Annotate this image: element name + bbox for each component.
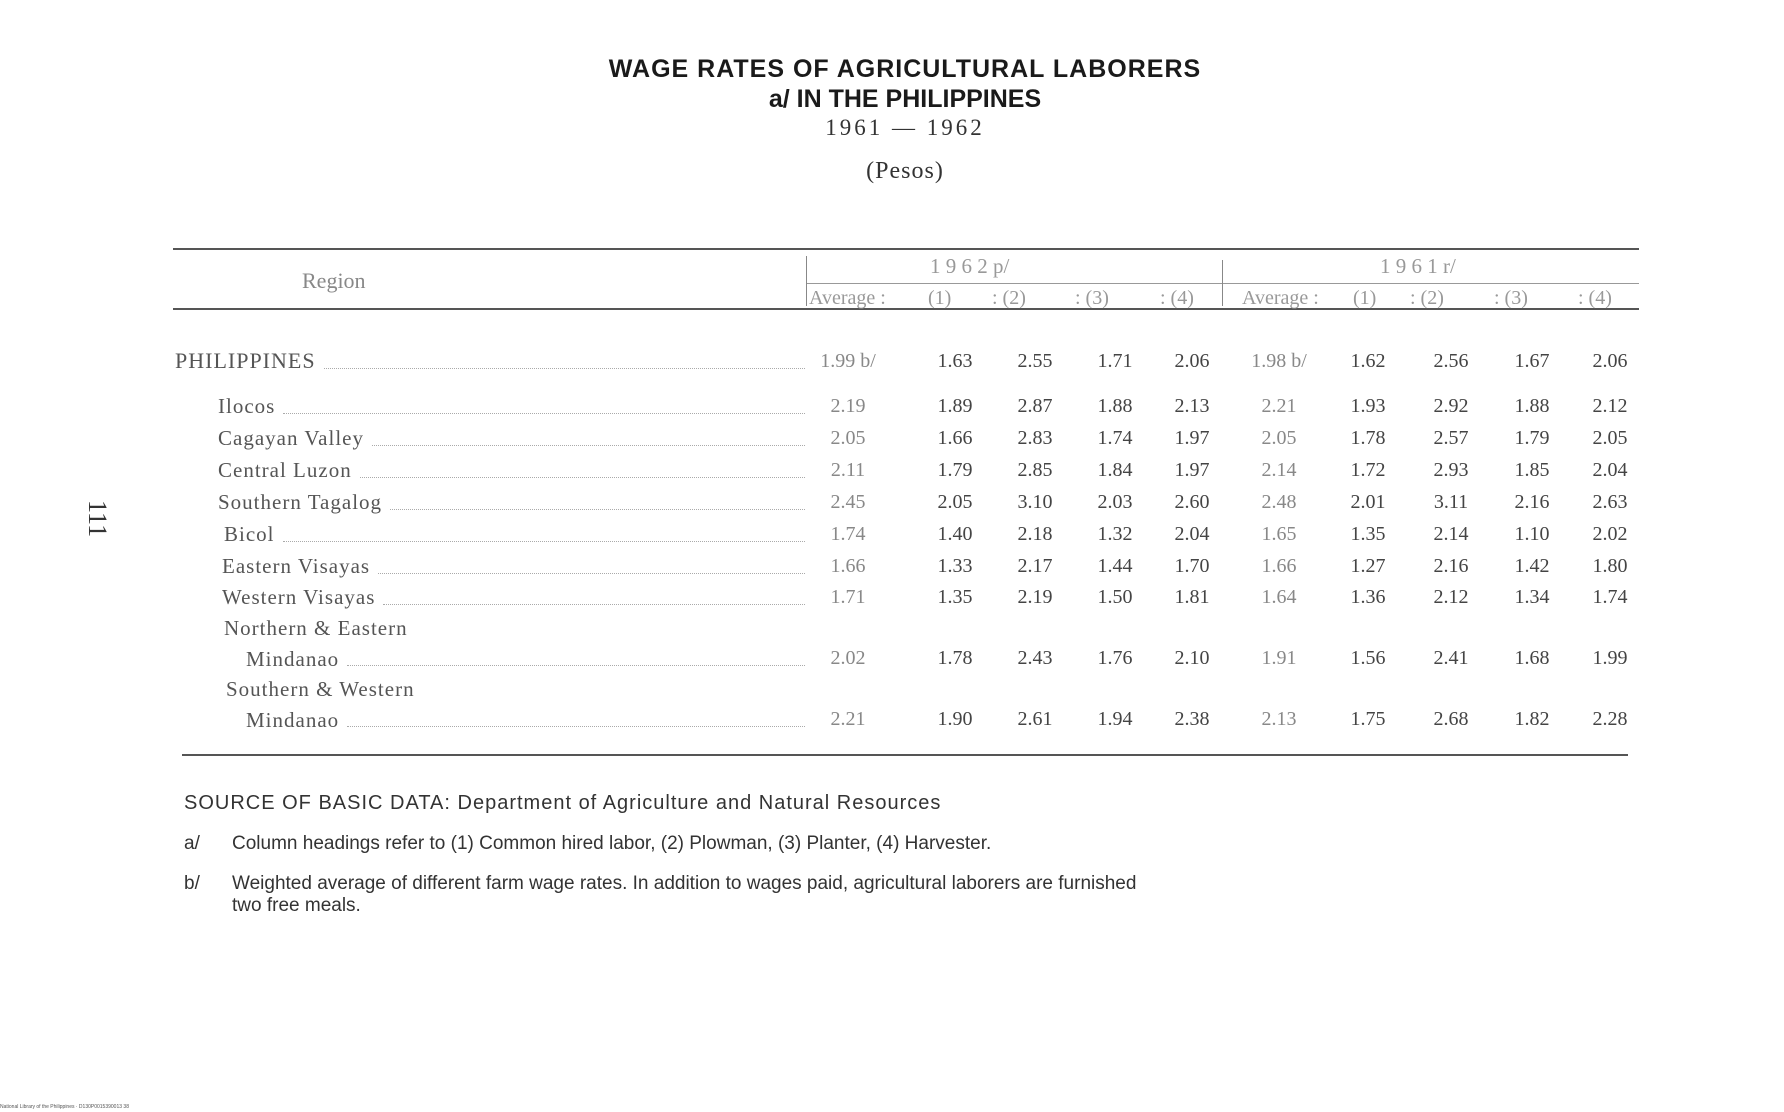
table-cell: 2.12	[1592, 395, 1628, 417]
table-cell: 1.40	[937, 523, 973, 545]
table-cell: 2.19	[830, 395, 866, 417]
table-cell: 2.61	[1017, 708, 1053, 730]
col-header-c1-1961: (1)	[1353, 287, 1377, 309]
page-title: WAGE RATES OF AGRICULTURAL LABORERS	[608, 55, 1202, 83]
table-cell: 1.78	[937, 647, 973, 669]
table-cell: 2.85	[1017, 459, 1053, 481]
dot-leader	[347, 726, 805, 727]
dot-leader	[347, 665, 805, 666]
table-cell: 2.13	[1261, 708, 1297, 730]
table-cell: 1.32	[1097, 523, 1133, 545]
table-cell: 3.11	[1433, 491, 1469, 513]
table-cell: 1.75	[1350, 708, 1386, 730]
table-cell: 1.89	[937, 395, 973, 417]
table-cell: 1.74	[1097, 427, 1133, 449]
year-range: 1961 — 1962	[825, 115, 985, 140]
notes-block	[184, 792, 1164, 917]
table-cell: 1.68	[1514, 647, 1550, 669]
table-cell: 2.21	[830, 708, 866, 730]
year-1961-header: 1 9 6 1 r/	[1380, 254, 1456, 278]
table-cell: 2.13	[1174, 395, 1210, 417]
table-cell: 1.88	[1514, 395, 1550, 417]
table-cell: 2.14	[1261, 459, 1297, 481]
table-cell: 2.60	[1174, 491, 1210, 513]
row-label: Ilocos	[218, 394, 276, 418]
table-cell: 1.99	[1592, 647, 1628, 669]
table-cell: 1.88	[1097, 395, 1133, 417]
col-header-c3-1961: : (3)	[1494, 287, 1528, 309]
col-header-c4-1962: : (4)	[1160, 287, 1194, 309]
footnote-b-mark: b/	[184, 873, 200, 894]
table-cell: 2.43	[1017, 647, 1053, 669]
table-cell: 2.17	[1017, 555, 1053, 577]
table-cell: 2.48	[1261, 491, 1297, 513]
table-cell: 2.41	[1433, 647, 1469, 669]
row-label: Southern & Western	[226, 677, 415, 701]
dot-leader	[283, 541, 805, 542]
table-bottom-rule	[182, 754, 1628, 756]
table-cell: 1.62	[1350, 350, 1386, 372]
table-cell: 1.94	[1097, 708, 1133, 730]
footnote-a-mark: a/	[184, 833, 200, 854]
table-cell: 2.63	[1592, 491, 1628, 513]
row-label: Eastern Visayas	[222, 554, 371, 578]
row-label: Southern Tagalog	[218, 490, 383, 514]
table-cell: 2.06	[1174, 350, 1210, 372]
table-cell: 2.01	[1350, 491, 1386, 513]
table-cell: 2.11	[830, 459, 866, 481]
table-cell: 2.45	[830, 491, 866, 513]
table-cell: 2.16	[1514, 491, 1550, 513]
table-cell: 2.04	[1174, 523, 1210, 545]
dot-leader	[378, 573, 805, 574]
table-cell: 1.97	[1174, 459, 1210, 481]
table-cell: 2.04	[1592, 459, 1628, 481]
table-cell: 1.64	[1261, 586, 1297, 608]
title-block	[0, 54, 1784, 185]
table-cell: 1.84	[1097, 459, 1133, 481]
table-cell: 1.90	[937, 708, 973, 730]
col-header-c2-1961: : (2)	[1410, 287, 1444, 309]
table-cell: 2.87	[1017, 395, 1053, 417]
source-note: SOURCE OF BASIC DATA: Department of Agriculture and Natural Resources	[184, 792, 942, 814]
table-cell: 1.71	[830, 586, 866, 608]
table-cell: 1.85	[1514, 459, 1550, 481]
table-cell: 1.70	[1174, 555, 1210, 577]
table-cell: 2.12	[1433, 586, 1469, 608]
table-cell: 1.65	[1261, 523, 1297, 545]
table-cell: 2.56	[1433, 350, 1469, 372]
col-header-c2-1962: : (2)	[992, 287, 1026, 309]
col-header-c4-1961: : (4)	[1578, 287, 1612, 309]
table-cell: 2.21	[1261, 395, 1297, 417]
table-cell: 1.82	[1514, 708, 1550, 730]
header-divider-mid	[1222, 260, 1223, 306]
table-cell: 1.80	[1592, 555, 1628, 577]
table-cell: 1.74	[830, 523, 866, 545]
table-cell: 1.72	[1350, 459, 1386, 481]
table-cell: 2.57	[1433, 427, 1469, 449]
table-cell: 1.44	[1097, 555, 1133, 577]
row-label: Cagayan Valley	[218, 426, 364, 450]
table-cell: 1.99 b/	[820, 350, 876, 372]
col-header-c1-1962: (1)	[928, 287, 952, 309]
table-cell: 1.79	[937, 459, 973, 481]
dot-leader	[372, 445, 805, 446]
page-subtitle: a/ IN THE PHILIPPINES	[768, 85, 1042, 113]
footnote-a	[184, 833, 1164, 855]
dot-leader	[390, 509, 805, 510]
table-cell: 2.92	[1433, 395, 1469, 417]
footnote-a-text: Column headings refer to (1) Common hired labor, (2) Plowman, (3) Planter, (4) Harvester.	[232, 833, 992, 854]
table-cell: 1.98 b/	[1251, 350, 1307, 372]
row-label: Central Luzon	[218, 458, 352, 482]
table-cell: 2.03	[1097, 491, 1133, 513]
dot-leader	[283, 413, 805, 414]
table-cell: 2.83	[1017, 427, 1053, 449]
table-cell: 1.67	[1514, 350, 1550, 372]
table-cell: 1.56	[1350, 647, 1386, 669]
table-cell: 1.42	[1514, 555, 1550, 577]
table-cell: 1.93	[1350, 395, 1386, 417]
table-cell: 1.63	[937, 350, 973, 372]
col-header-c3-1962: : (3)	[1075, 287, 1109, 309]
table-cell: 1.35	[937, 586, 973, 608]
table-cell: 1.79	[1514, 427, 1550, 449]
row-label-continued: Mindanao	[246, 708, 340, 732]
table-cell: 1.35	[1350, 523, 1386, 545]
table-cell: 2.05	[1261, 427, 1297, 449]
table-cell: 2.02	[1592, 523, 1628, 545]
header-divider-left	[806, 256, 807, 306]
table-cell: 1.10	[1514, 523, 1550, 545]
table-cell: 1.50	[1097, 586, 1133, 608]
footer-credit: National Library of the Philippines · D130P0015390013 38	[0, 1104, 129, 1110]
table-cell: 1.36	[1350, 586, 1386, 608]
table-cell: 1.33	[937, 555, 973, 577]
table-cell: 2.28	[1592, 708, 1628, 730]
col-header-avg-1961: Average :	[1242, 287, 1319, 309]
footnote-b-text: Weighted average of different farm wage rates. In addition to wages paid, agricultural laborers are furnished two free meals.	[232, 873, 1137, 916]
table-cell: 1.71	[1097, 350, 1133, 372]
table-cell: 2.55	[1017, 350, 1053, 372]
table-cell: 1.66	[1261, 555, 1297, 577]
table-cell: 2.16	[1433, 555, 1469, 577]
dot-leader	[324, 368, 805, 369]
row-label: Bicol	[224, 522, 275, 546]
table-cell: 2.05	[937, 491, 973, 513]
table-top-rule	[173, 248, 1639, 250]
table-cell: 1.66	[830, 555, 866, 577]
table-cell: 2.18	[1017, 523, 1053, 545]
table-cell: 1.66	[937, 427, 973, 449]
table-cell: 2.19	[1017, 586, 1053, 608]
table-cell: 1.91	[1261, 647, 1297, 669]
table-cell: 1.27	[1350, 555, 1386, 577]
page-number: 111	[83, 500, 112, 538]
table-cell: 2.14	[1433, 523, 1469, 545]
table-cell: 2.05	[830, 427, 866, 449]
row-label: Western Visayas	[222, 585, 376, 609]
table-cell: 1.74	[1592, 586, 1628, 608]
table-cell: 1.81	[1174, 586, 1210, 608]
year-1962-header: 1 9 6 2 p/	[930, 254, 1010, 278]
table-cell: 1.78	[1350, 427, 1386, 449]
table-cell: 2.10	[1174, 647, 1210, 669]
unit-label: (Pesos)	[866, 158, 944, 184]
table-cell: 2.68	[1433, 708, 1469, 730]
footnote-b	[184, 873, 1164, 917]
table-cell: 1.76	[1097, 647, 1133, 669]
row-label: Northern & Eastern	[224, 616, 408, 640]
col-header-avg-1962: Average :	[809, 287, 886, 309]
dot-leader	[383, 604, 805, 605]
table-cell: 2.06	[1592, 350, 1628, 372]
row-label-continued: Mindanao	[246, 647, 340, 671]
region-header: Region	[302, 268, 366, 293]
table-cell: 3.10	[1017, 491, 1053, 513]
row-label: PHILIPPINES	[175, 348, 316, 373]
table-cell: 2.93	[1433, 459, 1469, 481]
table-cell: 2.02	[830, 647, 866, 669]
table-cell: 1.97	[1174, 427, 1210, 449]
table-cell: 1.34	[1514, 586, 1550, 608]
table-cell: 2.05	[1592, 427, 1628, 449]
table-cell: 2.38	[1174, 708, 1210, 730]
dot-leader	[360, 477, 805, 478]
